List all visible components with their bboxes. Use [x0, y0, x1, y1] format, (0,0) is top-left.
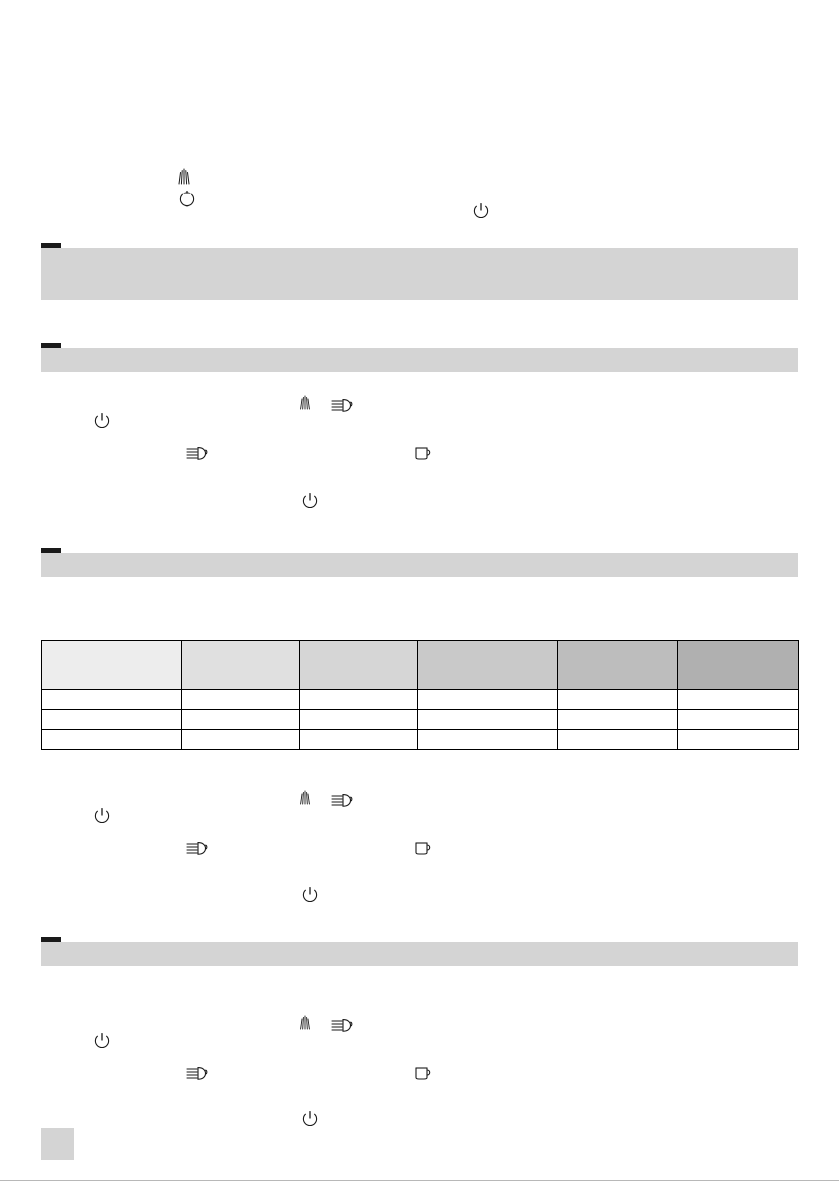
coffee-lines-icon: [331, 1016, 353, 1034]
power-icon: [178, 190, 196, 208]
steam-icon: [176, 168, 192, 186]
power-icon: [93, 412, 111, 430]
table-cell: [678, 730, 799, 750]
table-row: [42, 710, 799, 730]
table-cell: [300, 710, 418, 730]
table-header-cell: [182, 641, 300, 690]
table-cell: [558, 730, 678, 750]
steam-icon: [298, 394, 312, 412]
table-cell: [300, 730, 418, 750]
power-icon: [93, 1032, 111, 1050]
coffee-lines-icon: [331, 396, 353, 414]
table-row: [42, 730, 799, 750]
table-cell: [182, 690, 300, 710]
table-cell: [42, 710, 182, 730]
section-band-3: [41, 553, 798, 577]
coffee-lines-icon: [186, 1064, 208, 1082]
table-cell: [42, 690, 182, 710]
section-band-1: [41, 248, 798, 300]
table-cell: [418, 710, 558, 730]
table-cell: [558, 710, 678, 730]
table-header-cell: [558, 641, 678, 690]
page-number-box: [41, 1128, 74, 1160]
table-cell: [418, 690, 558, 710]
table-cell: [558, 690, 678, 710]
power-icon: [301, 1110, 319, 1128]
coffee-lines-icon: [331, 791, 353, 809]
table-cell: [42, 730, 182, 750]
coffee-lines-icon: [186, 444, 208, 462]
data-table: [41, 640, 799, 750]
section-band-4: [41, 942, 798, 966]
cup-icon: [414, 444, 434, 462]
power-icon: [301, 492, 319, 510]
power-icon: [93, 807, 111, 825]
table-row: [42, 690, 799, 710]
steam-icon: [298, 1014, 312, 1032]
table-cell: [182, 710, 300, 730]
table-cell: [300, 690, 418, 710]
footer-divider: [0, 1180, 839, 1181]
power-icon-inline: [472, 202, 490, 220]
table-cell: [678, 690, 799, 710]
table-cell: [418, 730, 558, 750]
table-header-cell: [42, 641, 182, 690]
table-cell: [678, 710, 799, 730]
table-header-row: [42, 641, 799, 690]
table-header-cell: [418, 641, 558, 690]
table-header-cell: [678, 641, 799, 690]
section-band-2: [41, 348, 798, 372]
cup-icon: [414, 839, 434, 857]
power-icon: [301, 886, 319, 904]
steam-icon: [298, 789, 312, 807]
coffee-lines-icon: [186, 839, 208, 857]
cup-icon: [414, 1064, 434, 1082]
table-header-cell: [300, 641, 418, 690]
table-cell: [182, 730, 300, 750]
